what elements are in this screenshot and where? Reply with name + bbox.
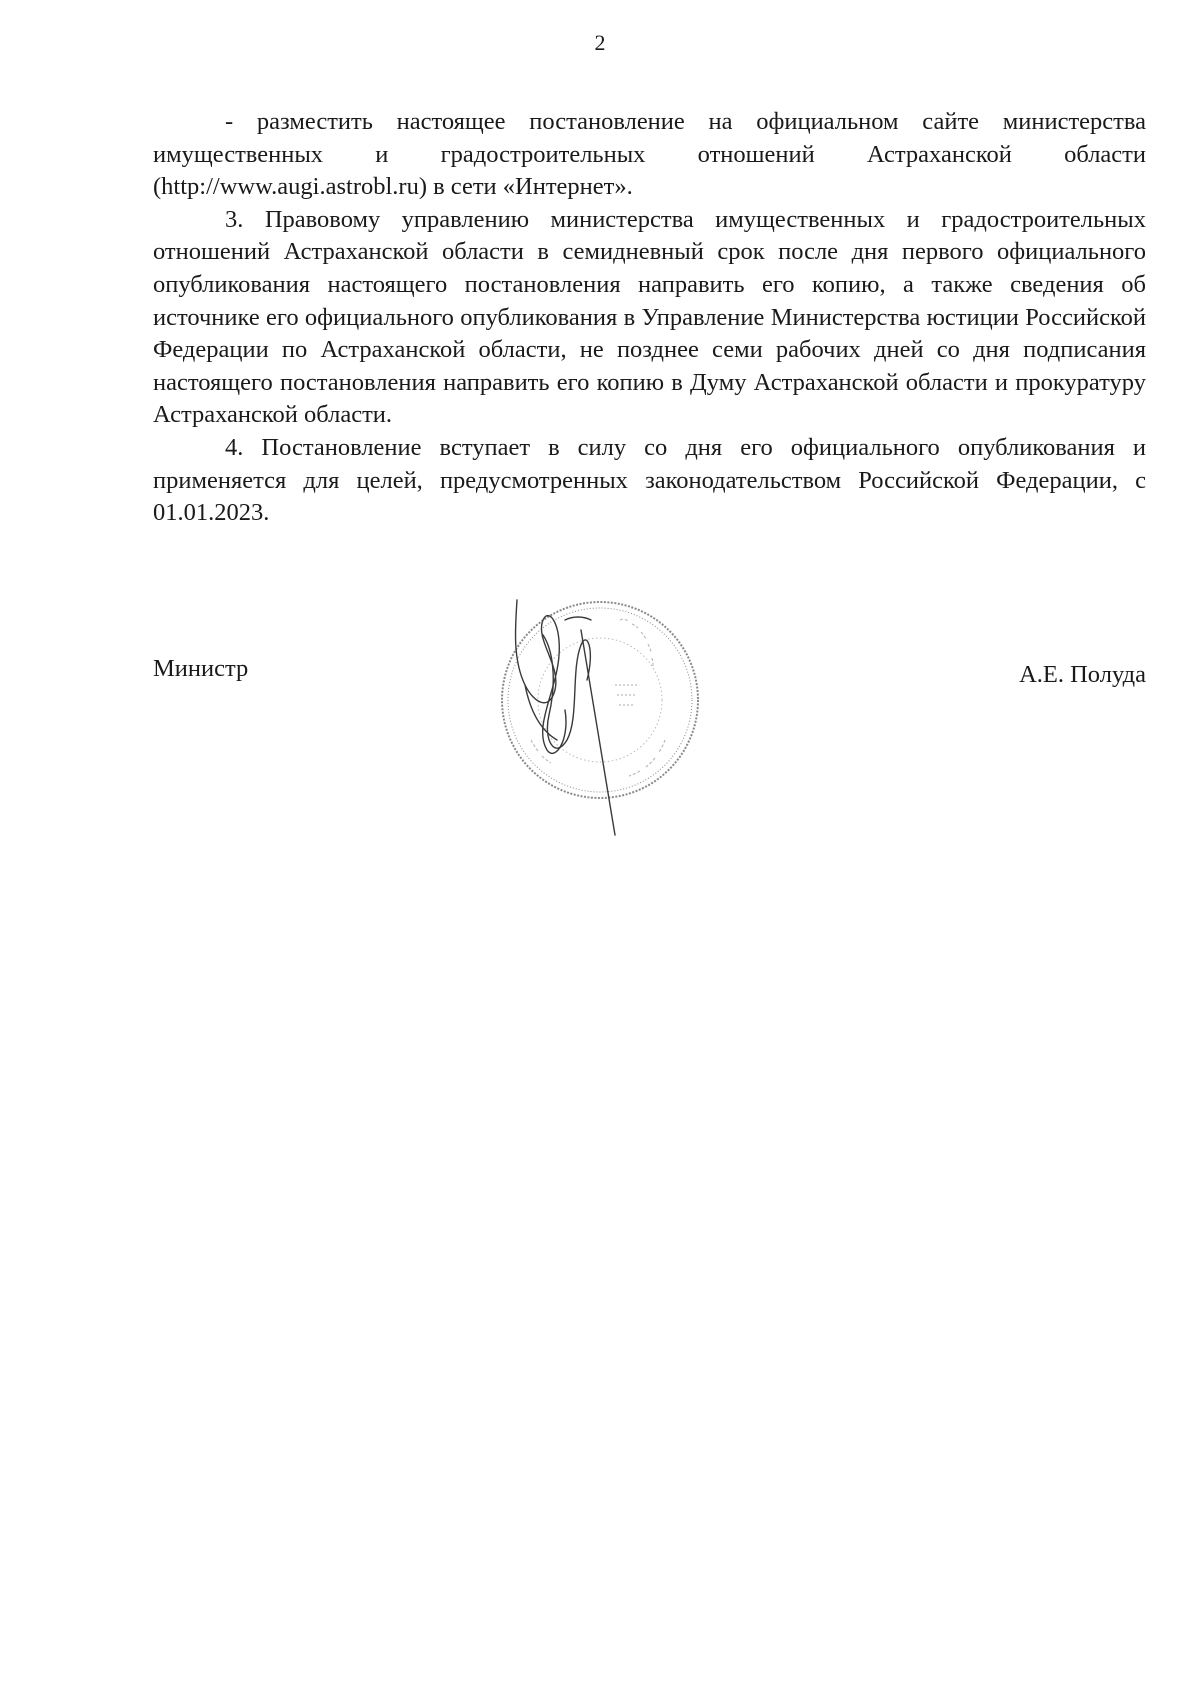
- signatory-name: А.Е. Полуда: [1019, 661, 1146, 688]
- seal-signature-icon: [495, 590, 705, 850]
- paragraph-publish-website: - разместить настоящее постановление на официальном сайте министерства имущественных и градостроительных отношений Астраханской области (http://www.augi.astrobl.ru) в сети «Интернет».: [153, 108, 1146, 201]
- signature-block: [0, 590, 1200, 850]
- paragraph-legal-department: 3. Правовому управлению министерства имущественных и градостроительных отношений Астраханской области в семидневный срок после дня первого официального опубликования настоящего постановления направить его копию, а также сведения об источнике его официального опубликования в Управление Министерства юстиции Российской Федерации по Астраханской области, не позднее семи рабочих дней со дня подписания настоящего постановления направить его копию в Думу Астраханской области и прокуратуру Астраханской области.: [153, 205, 1146, 429]
- signatory-title: Министр: [153, 655, 249, 682]
- paragraph-effective-date: 4. Постановление вступает в силу со дня его официального опубликования и применяется для целей, предусмотренных законодательством Российской Федерации, с 01.01.2023.: [153, 433, 1146, 527]
- page-number: 2: [594, 30, 606, 55]
- document-body: [153, 106, 1146, 530]
